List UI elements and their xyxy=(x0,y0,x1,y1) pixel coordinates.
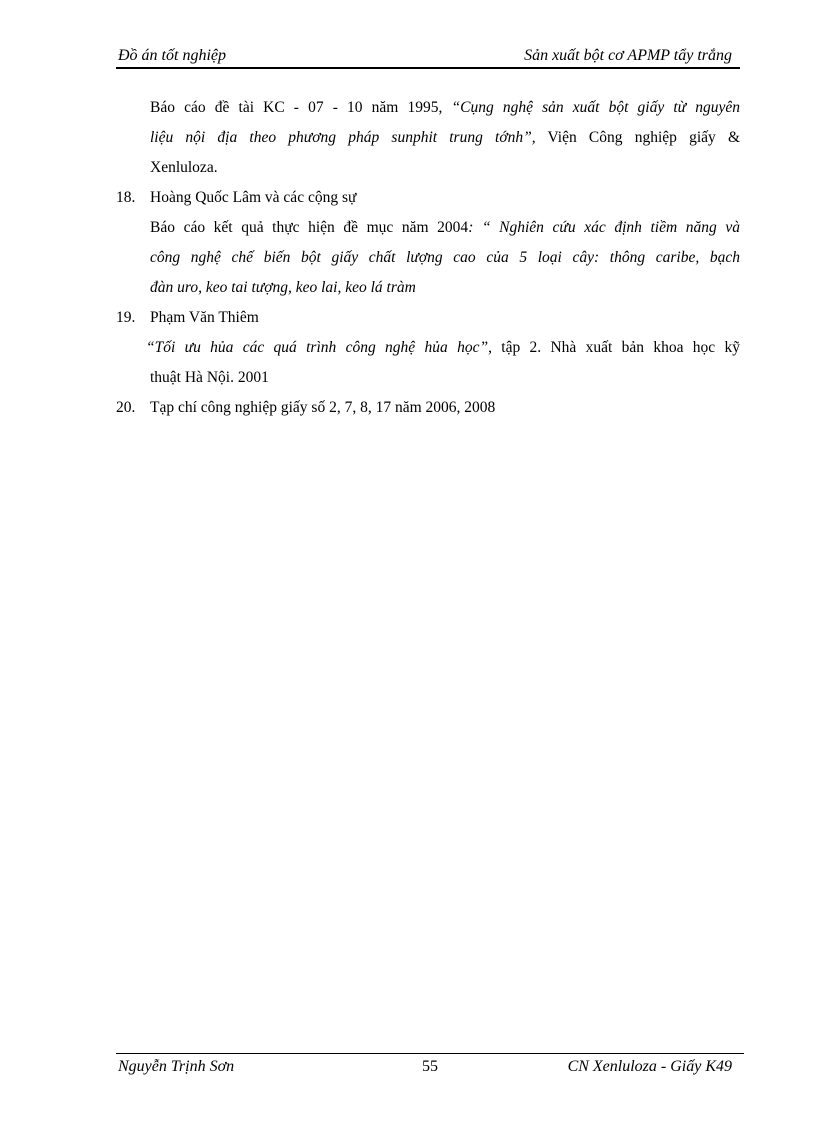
ref19-number: 19. xyxy=(116,309,136,326)
ref19-author: Phạm Văn Thiêm xyxy=(150,309,259,326)
ref18-author: Hoàng Quốc Lâm và các cộng sự xyxy=(150,189,357,206)
footer-class: CN Xenluloza - Giấy K49 xyxy=(567,1058,732,1075)
ref20-number: 20. xyxy=(116,399,136,416)
ref17-line2: liệu nội địa theo phương pháp sunphit trung tớnh”, Viện Công nghiệp giấy & xyxy=(150,129,741,146)
ref20-line xyxy=(116,393,740,423)
ref17-line3: Xenluloza. xyxy=(150,159,218,176)
page-number: 55 xyxy=(422,1058,438,1075)
ref18-line3: đàn uro, keo tai tượng, keo lai, keo lá tràm xyxy=(150,279,416,296)
ref19-line2: thuật Hà Nội. 2001 xyxy=(150,369,269,386)
header-topic-title: Sản xuất bột cơ APMP tẩy trắng xyxy=(524,47,732,64)
footer-author: Nguyễn Trịnh Sơn xyxy=(118,1058,235,1075)
page-footer xyxy=(116,1053,744,1078)
ref20-text: Tạp chí công nghiệp giấy số 2, 7, 8, 17 năm 2006, 2008 xyxy=(150,399,496,416)
ref17-line1: Báo cáo đề tài KC - 07 - 10 năm 1995, “Cụng nghệ sản xuất bột giấy từ nguyên xyxy=(150,99,741,116)
ref18-line1: Báo cáo kết quả thực hiện đề mục năm 2004: “ Nghiên cứu xác định tiềm năng và xyxy=(150,219,740,236)
reference-list xyxy=(116,93,740,423)
page-header xyxy=(116,45,740,69)
ref19-line1: “Tối ưu hủa các quá trình công nghệ hủa học”, tập 2. Nhà xuất bản khoa học kỹ xyxy=(146,339,740,356)
header-thesis-label: Đồ án tốt nghiệp xyxy=(118,47,226,64)
ref19-author-line xyxy=(116,303,740,333)
ref18-number: 18. xyxy=(116,189,136,206)
ref18-author-line xyxy=(116,183,740,213)
ref18-line2: công nghệ chế biến bột giấy chất lượng cao của 5 loại cây: thông caribe, bạch xyxy=(150,249,740,266)
